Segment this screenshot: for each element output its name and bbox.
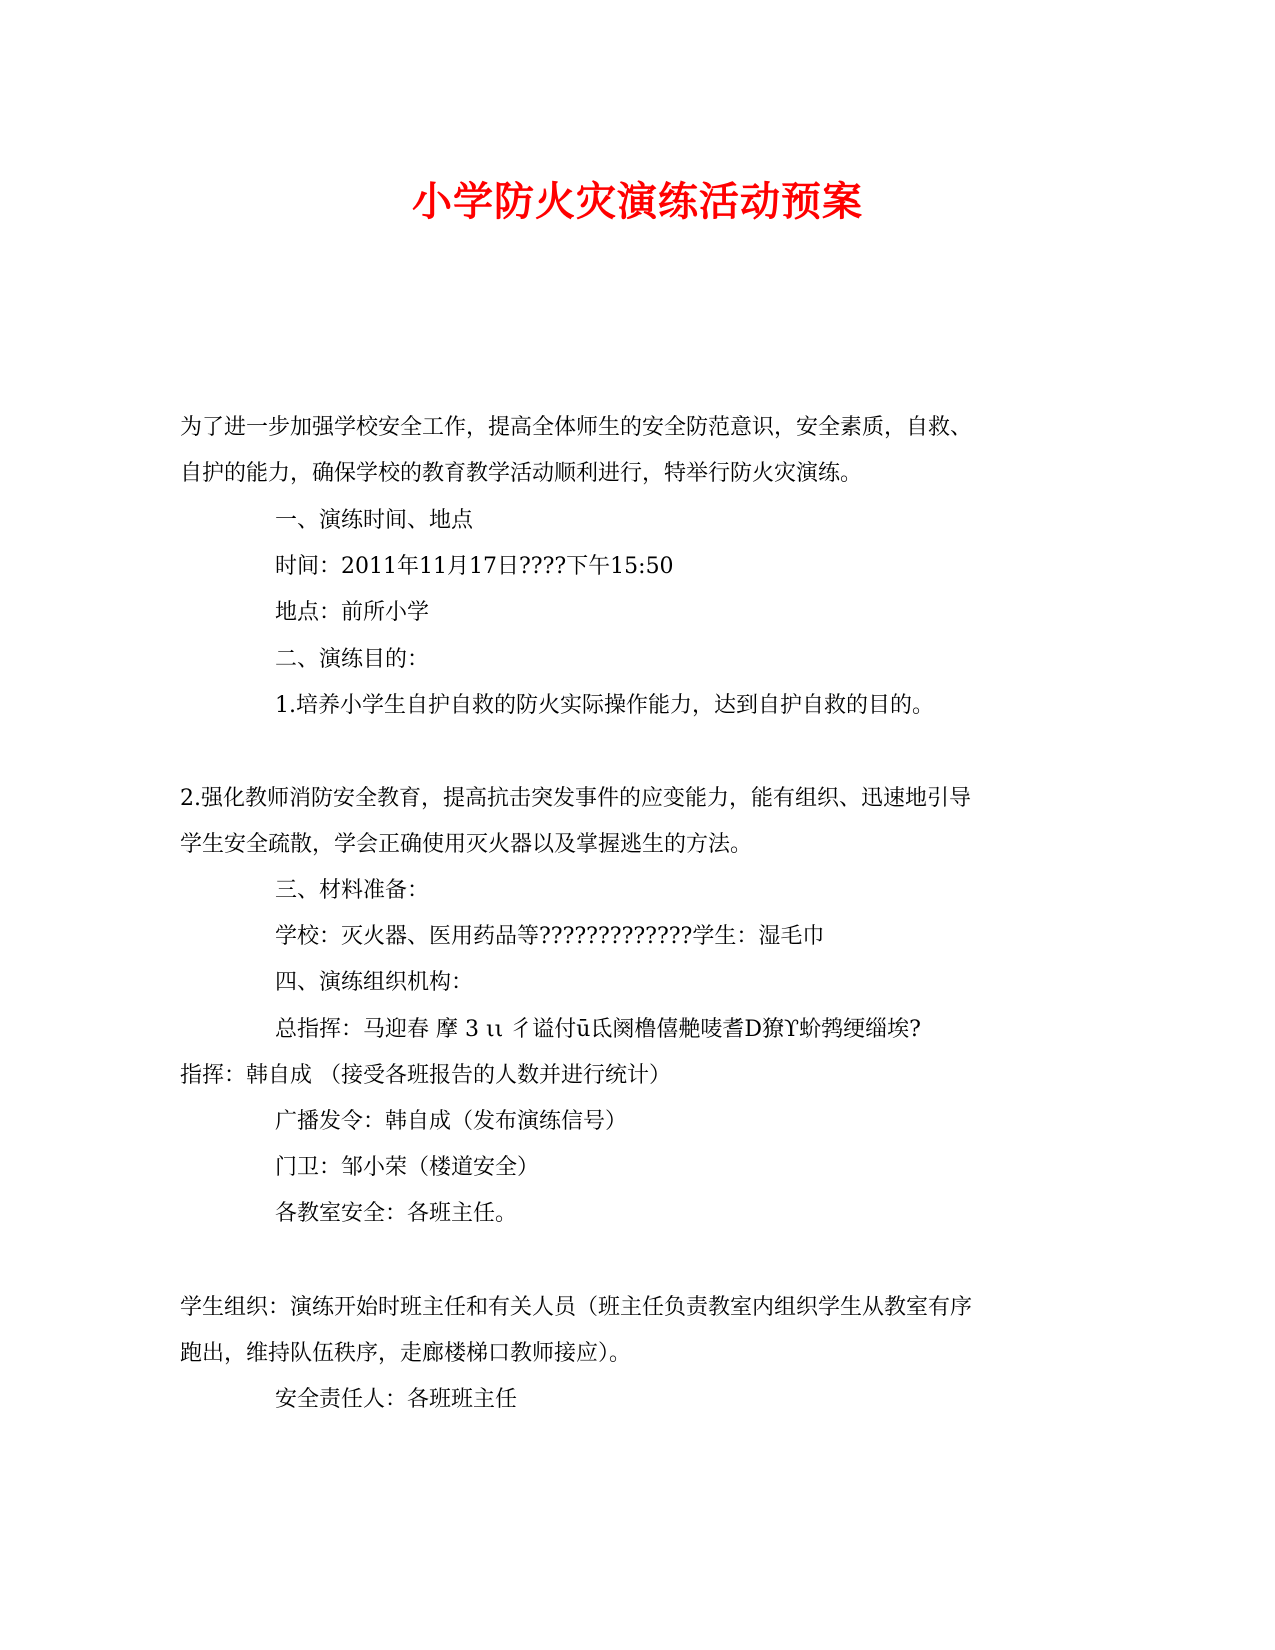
paragraph-line: 跑出，维持队伍秩序，走廊楼梯口教师接应）。 <box>180 1341 632 1366</box>
paragraph-line: 时间：2011年11月17日????下午15:50 <box>275 554 674 579</box>
paragraph-line: 学校：灭火器、医用药品等?????????????学生：湿毛巾 <box>275 924 825 949</box>
section-heading: 三、材料准备： <box>275 878 430 903</box>
paragraph-line: 总指挥：马迎春 摩 3 ιι 彳谥付ū氐阕橹僖艴唛耆D獠ϒ蚧鹁绠缁埃? <box>275 1017 921 1042</box>
paragraph-line: 地点：前所小学 <box>275 600 430 625</box>
section-heading: 二、演练目的： <box>275 647 430 672</box>
section-heading: 四、演练组织机构： <box>275 970 474 995</box>
paragraph-line: 各教室安全：各班主任。 <box>275 1201 518 1226</box>
document-title: 小学防火灾演练活动预案 <box>412 178 863 225</box>
paragraph-line: 1.培养小学生自护自救的防火实际操作能力，达到自护自救的目的。 <box>275 693 934 718</box>
paragraph-line: 为了进一步加强学校安全工作，提高全体师生的安全防范意识，安全素质，自救、 <box>180 415 973 440</box>
section-heading: 一、演练时间、地点 <box>275 508 474 533</box>
paragraph-line: 广播发令：韩自成（发布演练信号） <box>275 1109 628 1134</box>
paragraph-line: 2.强化教师消防安全教育，提高抗击突发事件的应变能力，能有组织、迅速地引导 <box>180 786 971 811</box>
paragraph-line: 指挥：韩自成 （接受各班报告的人数并进行统计） <box>180 1063 671 1088</box>
paragraph-line: 学生安全疏散，学会正确使用灭火器以及掌握逃生的方法。 <box>180 832 753 857</box>
paragraph-line: 自护的能力，确保学校的教育教学活动顺利进行，特举行防火灾演练。 <box>180 461 863 486</box>
paragraph-line: 门卫：邹小荣（楼道安全） <box>275 1155 540 1180</box>
paragraph-line: 学生组织：演练开始时班主任和有关人员（班主任负责教室内组织学生从教室有序 <box>180 1295 973 1320</box>
paragraph-line: 安全责任人：各班班主任 <box>275 1387 518 1412</box>
